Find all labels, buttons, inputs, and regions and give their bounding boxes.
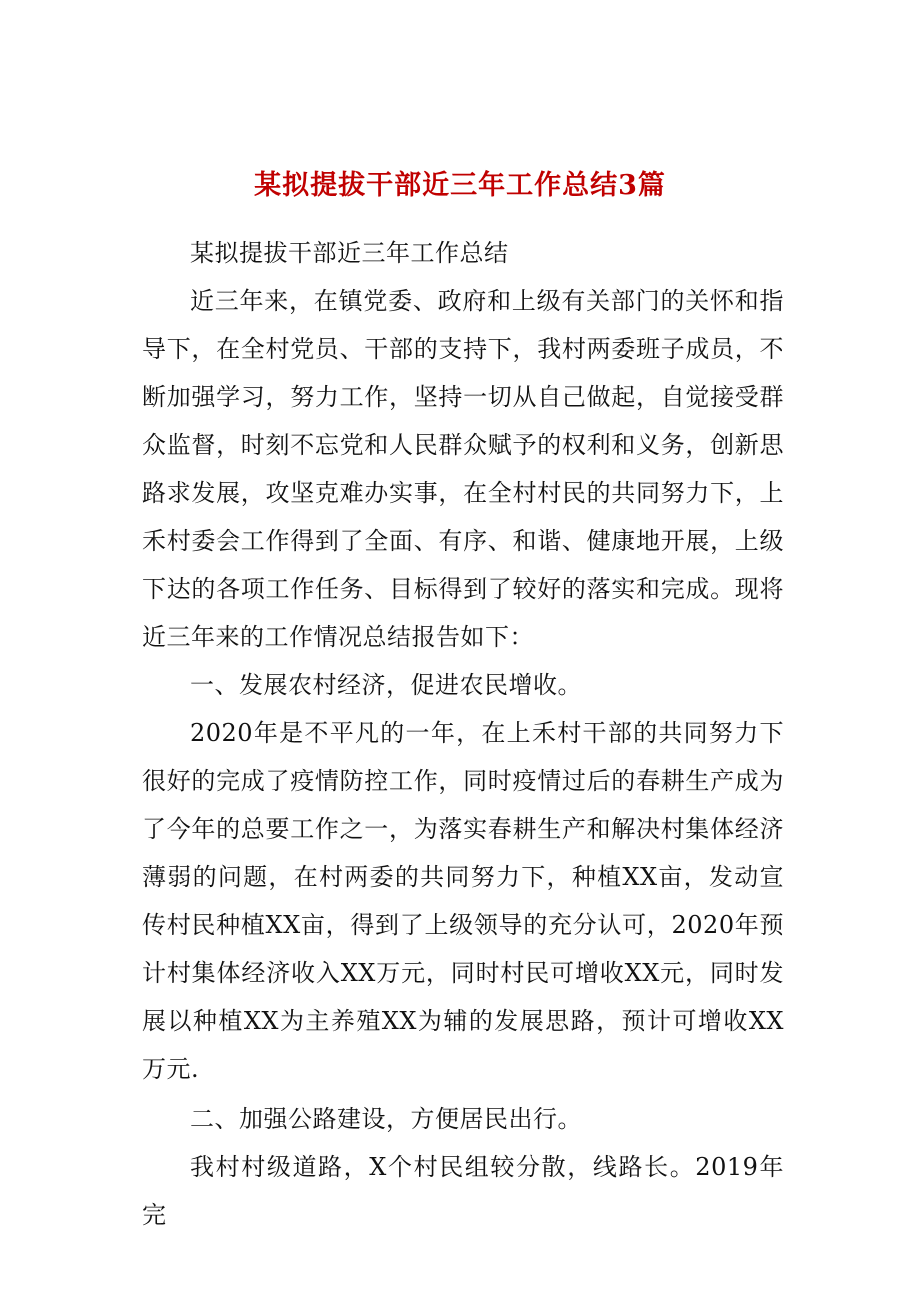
section-2-paragraph: 我村村级道路，X个村民组较分散，线路长。2019年完 xyxy=(142,1153,784,1229)
document-title: 某拟提拔干部近三年工作总结3篇 xyxy=(254,170,666,201)
section-heading-1: 一、发展农村经济，促进农民增收。 xyxy=(190,671,582,699)
section-1-paragraph: 2020年是不平凡的一年，在上禾村干部的共同努力下很好的完成了疫情防控工作，同时疫情过后的春耕生产成为了今年的总要工作之一，为落实春耕生产和解决村集体经济薄弱的问题，在村两委的共同努力下，种植XX亩，发动宣传村民种植XX亩，得到了上级领导的充分认可，2020年预计村集体经济收入XX万元，同时村民可增收XX元，同时发展以种植XX为主养殖XX为辅的发展思路，预计可增收XX万元. xyxy=(142,719,784,1083)
intro-paragraph: 近三年来，在镇党委、政府和上级有关部门的关怀和指导下，在全村党员、干部的支持下，我村两委班子成员，不断加强学习，努力工作，坚持一切从自己做起，自觉接受群众监督，时刻不忘党和人民群众赋予的权利和义务，创新思路求发展，攻坚克难办实事，在全村村民的共同努力下，上禾村委会工作得到了全面、有序、和谐、健康地开展，上级下达的各项工作任务、目标得到了较好的落实和完成。现将近三年来的工作情况总结报告如下： xyxy=(142,287,784,651)
document-body xyxy=(142,229,784,1239)
subtitle-paragraph: 某拟提拔干部近三年工作总结 xyxy=(190,239,509,267)
section-heading-2: 二、加强公路建设，方便居民出行。 xyxy=(190,1105,582,1133)
